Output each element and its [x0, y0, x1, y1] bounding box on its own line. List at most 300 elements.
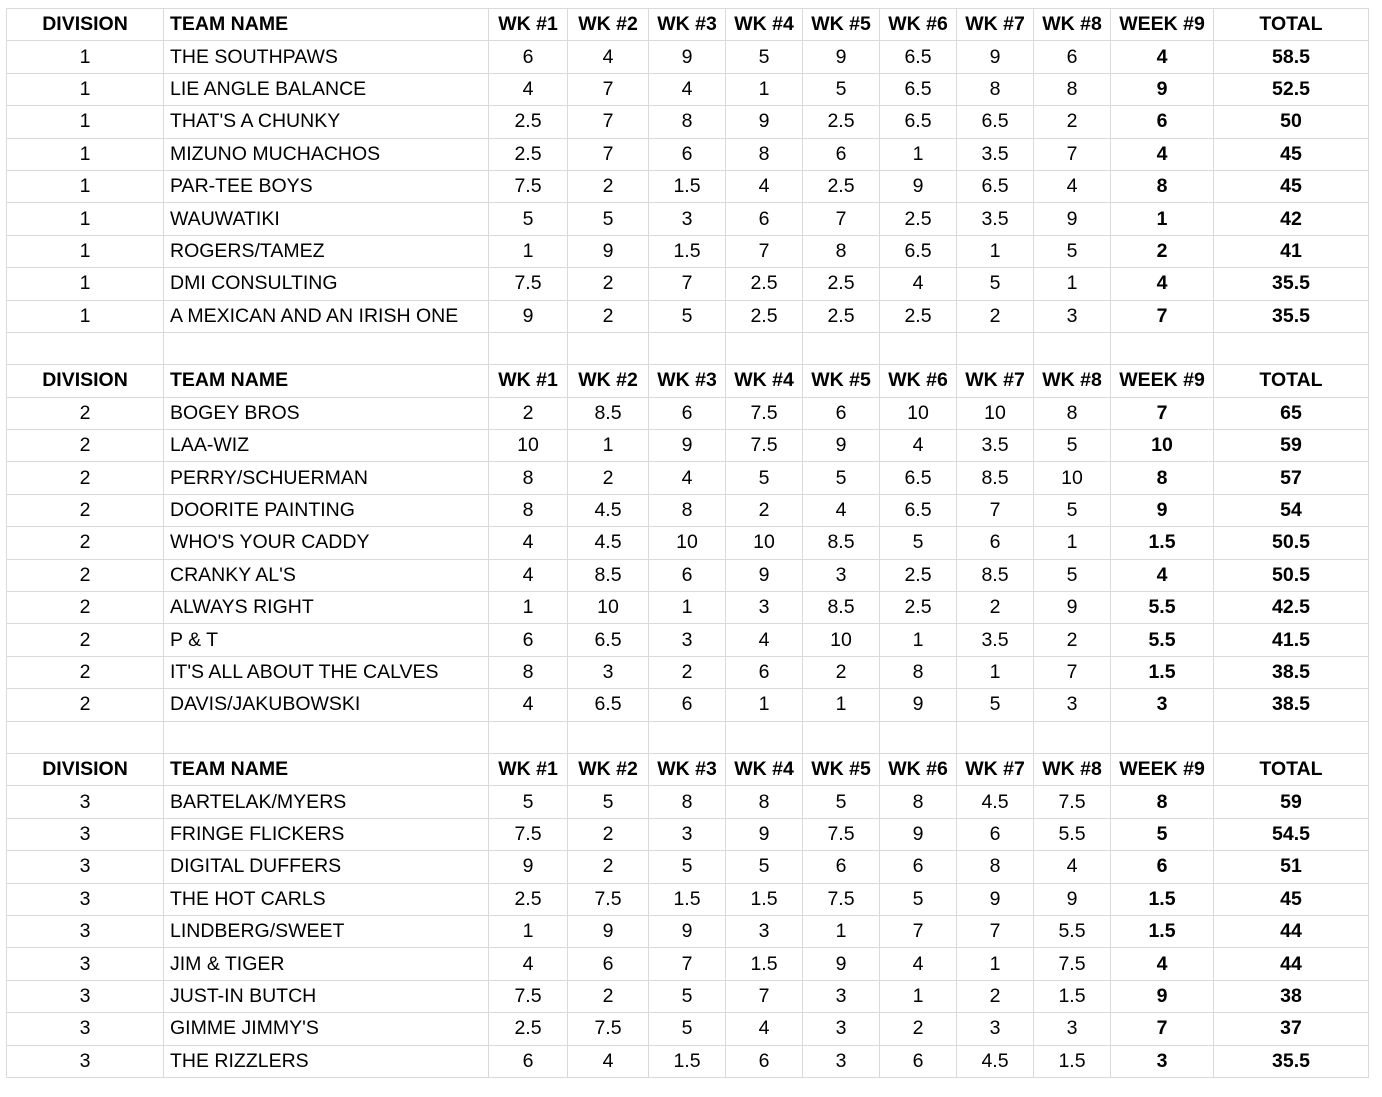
week-9-header[interactable]: WEEK #9	[1111, 365, 1214, 397]
week-5-cell[interactable]: 1	[803, 915, 880, 947]
week-1-cell[interactable]: 4	[489, 948, 568, 980]
empty-cell[interactable]	[7, 332, 164, 364]
week-7-cell[interactable]: 5	[957, 689, 1034, 721]
week-5-cell[interactable]: 3	[803, 1013, 880, 1045]
empty-cell[interactable]	[726, 332, 803, 364]
week-5-cell[interactable]: 6	[803, 138, 880, 170]
empty-cell[interactable]	[957, 332, 1034, 364]
week-7-cell[interactable]: 6	[957, 818, 1034, 850]
total-cell[interactable]: 45	[1214, 138, 1369, 170]
empty-cell[interactable]	[726, 721, 803, 753]
week-8-header[interactable]: WK #8	[1034, 753, 1111, 785]
week-7-cell[interactable]: 3.5	[957, 138, 1034, 170]
week-3-cell[interactable]: 6	[649, 689, 726, 721]
week-2-cell[interactable]: 7.5	[568, 1013, 649, 1045]
division-cell[interactable]: 3	[7, 980, 164, 1012]
week-6-cell[interactable]: 1	[880, 624, 957, 656]
week-7-cell[interactable]: 3	[957, 1013, 1034, 1045]
empty-cell[interactable]	[1214, 332, 1369, 364]
week-6-cell[interactable]: 1	[880, 138, 957, 170]
week-8-cell[interactable]: 3	[1034, 300, 1111, 332]
week-9-cell[interactable]: 8	[1111, 170, 1214, 202]
week-4-cell[interactable]: 5	[726, 41, 803, 73]
week-9-cell[interactable]: 4	[1111, 268, 1214, 300]
week-6-cell[interactable]: 6	[880, 1045, 957, 1077]
week-9-cell[interactable]: 4	[1111, 559, 1214, 591]
week-5-cell[interactable]: 1	[803, 689, 880, 721]
empty-cell[interactable]	[568, 721, 649, 753]
week-6-cell[interactable]: 9	[880, 170, 957, 202]
team-name-cell[interactable]: LAA-WIZ	[164, 430, 489, 462]
week-4-header[interactable]: WK #4	[726, 753, 803, 785]
week-3-cell[interactable]: 8	[649, 106, 726, 138]
total-cell[interactable]: 50	[1214, 106, 1369, 138]
week-5-cell[interactable]: 2	[803, 656, 880, 688]
week-2-cell[interactable]: 10	[568, 592, 649, 624]
week-6-cell[interactable]: 6.5	[880, 235, 957, 267]
week-8-cell[interactable]: 8	[1034, 73, 1111, 105]
week-6-cell[interactable]: 2	[880, 1013, 957, 1045]
total-cell[interactable]: 54	[1214, 494, 1369, 526]
week-2-cell[interactable]: 2	[568, 170, 649, 202]
week-3-cell[interactable]: 7	[649, 948, 726, 980]
week-8-cell[interactable]: 8	[1034, 397, 1111, 429]
empty-cell[interactable]	[1034, 721, 1111, 753]
division-header[interactable]: DIVISION	[7, 365, 164, 397]
division-cell[interactable]: 2	[7, 689, 164, 721]
week-2-cell[interactable]: 2	[568, 462, 649, 494]
week-1-cell[interactable]: 7.5	[489, 818, 568, 850]
week-7-cell[interactable]: 5	[957, 268, 1034, 300]
week-7-cell[interactable]: 8	[957, 73, 1034, 105]
week-4-cell[interactable]: 5	[726, 851, 803, 883]
week-1-cell[interactable]: 10	[489, 430, 568, 462]
week-8-cell[interactable]: 7.5	[1034, 948, 1111, 980]
week-2-cell[interactable]: 2	[568, 851, 649, 883]
week-6-cell[interactable]: 8	[880, 786, 957, 818]
week-7-cell[interactable]: 8	[957, 851, 1034, 883]
week-6-cell[interactable]: 6.5	[880, 462, 957, 494]
week-3-cell[interactable]: 5	[649, 851, 726, 883]
week-9-cell[interactable]: 1.5	[1111, 656, 1214, 688]
total-cell[interactable]: 52.5	[1214, 73, 1369, 105]
week-5-header[interactable]: WK #5	[803, 753, 880, 785]
week-2-cell[interactable]: 2	[568, 300, 649, 332]
week-1-cell[interactable]: 4	[489, 527, 568, 559]
week-1-cell[interactable]: 1	[489, 235, 568, 267]
empty-cell[interactable]	[7, 721, 164, 753]
week-5-cell[interactable]: 4	[803, 494, 880, 526]
week-1-cell[interactable]: 4	[489, 689, 568, 721]
week-4-cell[interactable]: 5	[726, 462, 803, 494]
week-4-header[interactable]: WK #4	[726, 9, 803, 41]
week-1-cell[interactable]: 4	[489, 559, 568, 591]
total-cell[interactable]: 57	[1214, 462, 1369, 494]
week-5-cell[interactable]: 5	[803, 462, 880, 494]
team-name-cell[interactable]: ROGERS/TAMEZ	[164, 235, 489, 267]
week-3-cell[interactable]: 3	[649, 818, 726, 850]
week-7-header[interactable]: WK #7	[957, 753, 1034, 785]
week-1-cell[interactable]: 8	[489, 462, 568, 494]
week-8-cell[interactable]: 1	[1034, 527, 1111, 559]
week-6-cell[interactable]: 5	[880, 883, 957, 915]
week-4-cell[interactable]: 10	[726, 527, 803, 559]
week-6-cell[interactable]: 6	[880, 851, 957, 883]
week-5-cell[interactable]: 6	[803, 397, 880, 429]
division-cell[interactable]: 2	[7, 527, 164, 559]
week-4-cell[interactable]: 9	[726, 818, 803, 850]
week-8-cell[interactable]: 7	[1034, 138, 1111, 170]
team-name-header[interactable]: TEAM NAME	[164, 753, 489, 785]
week-9-cell[interactable]: 7	[1111, 1013, 1214, 1045]
week-1-cell[interactable]: 6	[489, 624, 568, 656]
week-5-cell[interactable]: 3	[803, 559, 880, 591]
week-5-header[interactable]: WK #5	[803, 365, 880, 397]
week-2-cell[interactable]: 4.5	[568, 494, 649, 526]
total-cell[interactable]: 45	[1214, 170, 1369, 202]
week-9-cell[interactable]: 9	[1111, 73, 1214, 105]
team-name-cell[interactable]: GIMME JIMMY'S	[164, 1013, 489, 1045]
week-5-cell[interactable]: 8.5	[803, 527, 880, 559]
week-1-cell[interactable]: 8	[489, 656, 568, 688]
week-9-header[interactable]: WEEK #9	[1111, 753, 1214, 785]
week-2-cell[interactable]: 2	[568, 818, 649, 850]
total-cell[interactable]: 35.5	[1214, 268, 1369, 300]
team-name-cell[interactable]: THE SOUTHPAWS	[164, 41, 489, 73]
empty-cell[interactable]	[1111, 332, 1214, 364]
week-9-cell[interactable]: 9	[1111, 980, 1214, 1012]
week-3-cell[interactable]: 1	[649, 592, 726, 624]
week-7-cell[interactable]: 10	[957, 397, 1034, 429]
week-3-cell[interactable]: 9	[649, 430, 726, 462]
week-4-cell[interactable]: 4	[726, 1013, 803, 1045]
week-3-cell[interactable]: 9	[649, 915, 726, 947]
week-7-cell[interactable]: 1	[957, 235, 1034, 267]
week-8-cell[interactable]: 3	[1034, 1013, 1111, 1045]
week-8-cell[interactable]: 7	[1034, 656, 1111, 688]
week-9-cell[interactable]: 8	[1111, 786, 1214, 818]
week-5-header[interactable]: WK #5	[803, 9, 880, 41]
team-name-cell[interactable]: CRANKY AL'S	[164, 559, 489, 591]
division-cell[interactable]: 1	[7, 203, 164, 235]
week-2-cell[interactable]: 9	[568, 915, 649, 947]
week-8-cell[interactable]: 5	[1034, 559, 1111, 591]
week-3-cell[interactable]: 5	[649, 1013, 726, 1045]
division-cell[interactable]: 2	[7, 559, 164, 591]
week-4-cell[interactable]: 7.5	[726, 397, 803, 429]
week-8-cell[interactable]: 3	[1034, 689, 1111, 721]
week-5-cell[interactable]: 5	[803, 73, 880, 105]
week-7-cell[interactable]: 4.5	[957, 786, 1034, 818]
week-7-cell[interactable]: 8.5	[957, 462, 1034, 494]
week-2-cell[interactable]: 9	[568, 235, 649, 267]
division-cell[interactable]: 3	[7, 786, 164, 818]
week-5-cell[interactable]: 9	[803, 41, 880, 73]
week-9-cell[interactable]: 3	[1111, 1045, 1214, 1077]
week-3-cell[interactable]: 4	[649, 462, 726, 494]
week-6-cell[interactable]: 8	[880, 656, 957, 688]
week-6-cell[interactable]: 9	[880, 689, 957, 721]
week-2-cell[interactable]: 7.5	[568, 883, 649, 915]
week-2-cell[interactable]: 6.5	[568, 624, 649, 656]
week-4-cell[interactable]: 6	[726, 1045, 803, 1077]
team-name-cell[interactable]: MIZUNO MUCHACHOS	[164, 138, 489, 170]
empty-cell[interactable]	[880, 332, 957, 364]
week-7-header[interactable]: WK #7	[957, 365, 1034, 397]
week-9-cell[interactable]: 2	[1111, 235, 1214, 267]
week-9-cell[interactable]: 9	[1111, 494, 1214, 526]
total-cell[interactable]: 44	[1214, 948, 1369, 980]
team-name-cell[interactable]: PERRY/SCHUERMAN	[164, 462, 489, 494]
week-3-cell[interactable]: 9	[649, 41, 726, 73]
division-cell[interactable]: 1	[7, 73, 164, 105]
total-cell[interactable]: 45	[1214, 883, 1369, 915]
week-4-cell[interactable]: 6	[726, 203, 803, 235]
week-8-cell[interactable]: 6	[1034, 41, 1111, 73]
week-2-cell[interactable]: 8.5	[568, 397, 649, 429]
division-cell[interactable]: 2	[7, 656, 164, 688]
week-9-cell[interactable]: 8	[1111, 462, 1214, 494]
week-4-cell[interactable]: 4	[726, 170, 803, 202]
week-9-cell[interactable]: 6	[1111, 851, 1214, 883]
team-name-cell[interactable]: LINDBERG/SWEET	[164, 915, 489, 947]
week-1-cell[interactable]: 7.5	[489, 170, 568, 202]
week-2-cell[interactable]: 2	[568, 980, 649, 1012]
empty-cell[interactable]	[880, 721, 957, 753]
total-cell[interactable]: 41.5	[1214, 624, 1369, 656]
team-name-cell[interactable]: JUST-IN BUTCH	[164, 980, 489, 1012]
total-cell[interactable]: 42.5	[1214, 592, 1369, 624]
week-1-cell[interactable]: 2	[489, 397, 568, 429]
total-cell[interactable]: 50.5	[1214, 559, 1369, 591]
week-2-header[interactable]: WK #2	[568, 9, 649, 41]
week-3-cell[interactable]: 5	[649, 300, 726, 332]
week-1-cell[interactable]: 6	[489, 1045, 568, 1077]
week-8-cell[interactable]: 4	[1034, 170, 1111, 202]
empty-cell[interactable]	[1034, 332, 1111, 364]
week-5-cell[interactable]: 9	[803, 430, 880, 462]
week-9-header[interactable]: WEEK #9	[1111, 9, 1214, 41]
team-name-cell[interactable]: WHO'S YOUR CADDY	[164, 527, 489, 559]
total-cell[interactable]: 38.5	[1214, 689, 1369, 721]
week-4-header[interactable]: WK #4	[726, 365, 803, 397]
week-1-cell[interactable]: 9	[489, 851, 568, 883]
week-9-cell[interactable]: 5.5	[1111, 592, 1214, 624]
week-5-cell[interactable]: 6	[803, 851, 880, 883]
week-3-cell[interactable]: 6	[649, 138, 726, 170]
week-9-cell[interactable]: 4	[1111, 948, 1214, 980]
week-6-cell[interactable]: 6.5	[880, 494, 957, 526]
week-1-cell[interactable]: 1	[489, 592, 568, 624]
week-9-cell[interactable]: 5.5	[1111, 624, 1214, 656]
team-name-cell[interactable]: THAT'S A CHUNKY	[164, 106, 489, 138]
week-7-cell[interactable]: 9	[957, 41, 1034, 73]
division-header[interactable]: DIVISION	[7, 9, 164, 41]
division-cell[interactable]: 3	[7, 883, 164, 915]
week-8-cell[interactable]: 4	[1034, 851, 1111, 883]
week-7-cell[interactable]: 1	[957, 948, 1034, 980]
total-cell[interactable]: 35.5	[1214, 300, 1369, 332]
empty-cell[interactable]	[649, 721, 726, 753]
week-6-cell[interactable]: 4	[880, 430, 957, 462]
week-3-header[interactable]: WK #3	[649, 753, 726, 785]
week-8-cell[interactable]: 1.5	[1034, 1045, 1111, 1077]
week-2-cell[interactable]: 2	[568, 268, 649, 300]
week-8-cell[interactable]: 5	[1034, 494, 1111, 526]
division-cell[interactable]: 3	[7, 1013, 164, 1045]
week-1-header[interactable]: WK #1	[489, 9, 568, 41]
week-7-cell[interactable]: 2	[957, 980, 1034, 1012]
week-4-cell[interactable]: 9	[726, 106, 803, 138]
week-6-cell[interactable]: 2.5	[880, 592, 957, 624]
empty-cell[interactable]	[957, 721, 1034, 753]
total-cell[interactable]: 54.5	[1214, 818, 1369, 850]
week-6-cell[interactable]: 6.5	[880, 41, 957, 73]
week-9-cell[interactable]: 7	[1111, 397, 1214, 429]
week-1-cell[interactable]: 1	[489, 915, 568, 947]
week-3-cell[interactable]: 10	[649, 527, 726, 559]
week-2-cell[interactable]: 8.5	[568, 559, 649, 591]
week-2-cell[interactable]: 7	[568, 73, 649, 105]
week-1-cell[interactable]: 2.5	[489, 883, 568, 915]
team-name-cell[interactable]: BOGEY BROS	[164, 397, 489, 429]
week-4-cell[interactable]: 9	[726, 559, 803, 591]
week-1-header[interactable]: WK #1	[489, 365, 568, 397]
week-6-header[interactable]: WK #6	[880, 9, 957, 41]
week-2-cell[interactable]: 4	[568, 41, 649, 73]
total-cell[interactable]: 58.5	[1214, 41, 1369, 73]
week-7-cell[interactable]: 4.5	[957, 1045, 1034, 1077]
division-cell[interactable]: 2	[7, 494, 164, 526]
team-name-cell[interactable]: FRINGE FLICKERS	[164, 818, 489, 850]
team-name-header[interactable]: TEAM NAME	[164, 365, 489, 397]
week-5-cell[interactable]: 5	[803, 786, 880, 818]
total-cell[interactable]: 42	[1214, 203, 1369, 235]
week-4-cell[interactable]: 7.5	[726, 430, 803, 462]
division-cell[interactable]: 2	[7, 430, 164, 462]
week-8-cell[interactable]: 5	[1034, 430, 1111, 462]
week-4-cell[interactable]: 2.5	[726, 300, 803, 332]
week-8-header[interactable]: WK #8	[1034, 9, 1111, 41]
week-6-cell[interactable]: 2.5	[880, 300, 957, 332]
total-cell[interactable]: 50.5	[1214, 527, 1369, 559]
total-cell[interactable]: 41	[1214, 235, 1369, 267]
week-6-cell[interactable]: 6.5	[880, 106, 957, 138]
week-7-cell[interactable]: 2	[957, 300, 1034, 332]
division-cell[interactable]: 1	[7, 300, 164, 332]
total-cell[interactable]: 38.5	[1214, 656, 1369, 688]
week-6-cell[interactable]: 6.5	[880, 73, 957, 105]
total-cell[interactable]: 65	[1214, 397, 1369, 429]
week-6-cell[interactable]: 2.5	[880, 559, 957, 591]
division-cell[interactable]: 3	[7, 818, 164, 850]
week-9-cell[interactable]: 1	[1111, 203, 1214, 235]
empty-cell[interactable]	[164, 332, 489, 364]
team-name-cell[interactable]: BARTELAK/MYERS	[164, 786, 489, 818]
week-8-cell[interactable]: 7.5	[1034, 786, 1111, 818]
division-cell[interactable]: 2	[7, 592, 164, 624]
team-name-cell[interactable]: P & T	[164, 624, 489, 656]
week-2-header[interactable]: WK #2	[568, 753, 649, 785]
week-1-cell[interactable]: 2.5	[489, 138, 568, 170]
week-4-cell[interactable]: 8	[726, 138, 803, 170]
week-1-cell[interactable]: 5	[489, 786, 568, 818]
week-3-cell[interactable]: 7	[649, 268, 726, 300]
week-4-cell[interactable]: 1	[726, 689, 803, 721]
week-9-cell[interactable]: 1.5	[1111, 527, 1214, 559]
week-4-cell[interactable]: 4	[726, 624, 803, 656]
week-3-cell[interactable]: 1.5	[649, 883, 726, 915]
week-5-cell[interactable]: 9	[803, 948, 880, 980]
week-2-cell[interactable]: 6.5	[568, 689, 649, 721]
week-3-cell[interactable]: 6	[649, 397, 726, 429]
week-3-header[interactable]: WK #3	[649, 9, 726, 41]
week-4-cell[interactable]: 6	[726, 656, 803, 688]
division-cell[interactable]: 1	[7, 41, 164, 73]
week-8-cell[interactable]: 10	[1034, 462, 1111, 494]
total-cell[interactable]: 59	[1214, 786, 1369, 818]
total-cell[interactable]: 51	[1214, 851, 1369, 883]
team-name-cell[interactable]: A MEXICAN AND AN IRISH ONE	[164, 300, 489, 332]
week-2-cell[interactable]: 4.5	[568, 527, 649, 559]
week-8-cell[interactable]: 9	[1034, 203, 1111, 235]
week-2-cell[interactable]: 1	[568, 430, 649, 462]
week-9-cell[interactable]: 1.5	[1111, 915, 1214, 947]
week-7-cell[interactable]: 6.5	[957, 170, 1034, 202]
week-1-cell[interactable]: 5	[489, 203, 568, 235]
team-name-header[interactable]: TEAM NAME	[164, 9, 489, 41]
week-7-cell[interactable]: 6	[957, 527, 1034, 559]
week-4-cell[interactable]: 7	[726, 980, 803, 1012]
empty-cell[interactable]	[649, 332, 726, 364]
division-cell[interactable]: 1	[7, 106, 164, 138]
team-name-cell[interactable]: DMI CONSULTING	[164, 268, 489, 300]
week-4-cell[interactable]: 1.5	[726, 948, 803, 980]
total-cell[interactable]: 44	[1214, 915, 1369, 947]
week-6-cell[interactable]: 5	[880, 527, 957, 559]
week-5-cell[interactable]: 7.5	[803, 883, 880, 915]
week-2-cell[interactable]: 7	[568, 138, 649, 170]
total-cell[interactable]: 59	[1214, 430, 1369, 462]
week-1-cell[interactable]: 9	[489, 300, 568, 332]
week-5-cell[interactable]: 2.5	[803, 268, 880, 300]
week-7-cell[interactable]: 7	[957, 494, 1034, 526]
division-cell[interactable]: 3	[7, 915, 164, 947]
empty-cell[interactable]	[1214, 721, 1369, 753]
week-9-cell[interactable]: 10	[1111, 430, 1214, 462]
week-1-cell[interactable]: 8	[489, 494, 568, 526]
division-cell[interactable]: 1	[7, 138, 164, 170]
week-4-cell[interactable]: 2.5	[726, 268, 803, 300]
week-7-cell[interactable]: 9	[957, 883, 1034, 915]
week-5-cell[interactable]: 2.5	[803, 300, 880, 332]
week-2-cell[interactable]: 5	[568, 203, 649, 235]
week-2-cell[interactable]: 4	[568, 1045, 649, 1077]
division-cell[interactable]: 1	[7, 268, 164, 300]
week-9-cell[interactable]: 1.5	[1111, 883, 1214, 915]
week-8-cell[interactable]: 2	[1034, 624, 1111, 656]
week-2-cell[interactable]: 6	[568, 948, 649, 980]
team-name-cell[interactable]: PAR-TEE BOYS	[164, 170, 489, 202]
week-4-cell[interactable]: 7	[726, 235, 803, 267]
team-name-cell[interactable]: IT'S ALL ABOUT THE CALVES	[164, 656, 489, 688]
empty-cell[interactable]	[568, 332, 649, 364]
week-8-cell[interactable]: 9	[1034, 883, 1111, 915]
week-4-cell[interactable]: 1.5	[726, 883, 803, 915]
week-8-cell[interactable]: 1.5	[1034, 980, 1111, 1012]
week-1-cell[interactable]: 6	[489, 41, 568, 73]
week-9-cell[interactable]: 5	[1111, 818, 1214, 850]
